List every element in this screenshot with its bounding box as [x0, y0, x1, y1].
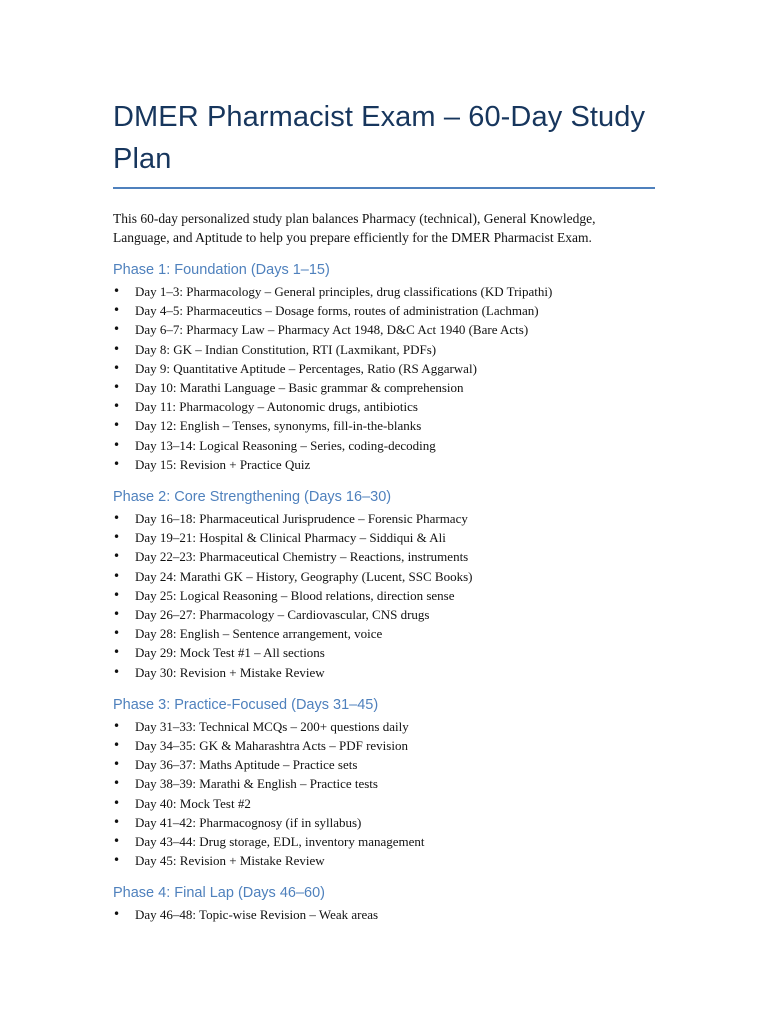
- list-item-text: Day 38–39: Marathi & English – Practice tests: [135, 776, 378, 792]
- list-item-text: Day 9: Quantitative Aptitude – Percentages, Ratio (RS Aggarwal): [135, 360, 477, 376]
- list-item-text: Day 6–7: Pharmacy Law – Pharmacy Act 1948, D&C Act 1940 (Bare Acts): [135, 322, 529, 338]
- bullet-icon: •: [113, 853, 121, 868]
- document-title: DMER Pharmacist Exam – 60-Day Study Plan: [113, 101, 646, 175]
- bullet-icon: •: [113, 549, 121, 564]
- list-item-text: Day 43–44: Drug storage, EDL, inventory management: [135, 834, 425, 850]
- phase-item-list: [113, 509, 655, 682]
- list-item-text: Day 10: Marathi Language – Basic grammar & comprehension: [135, 380, 464, 396]
- list-item-text: Day 22–23: Pharmaceutical Chemistry – Reactions, instruments: [135, 549, 469, 565]
- title-underline-divider: [113, 187, 655, 189]
- list-item: [113, 528, 655, 547]
- list-item-text: Day 34–35: GK & Maharashtra Acts – PDF revision: [135, 738, 408, 754]
- list-item-text: Day 11: Pharmacology – Autonomic drugs, antibiotics: [135, 399, 418, 415]
- list-item-text: Day 36–37: Maths Aptitude – Practice sets: [135, 757, 358, 773]
- phase-item-list: [113, 282, 655, 474]
- bullet-icon: •: [113, 757, 121, 772]
- bullet-icon: •: [113, 341, 121, 356]
- phase-section-1: [113, 261, 655, 474]
- list-item-text: Day 45: Revision + Mistake Review: [135, 853, 325, 869]
- list-item-text: Day 28: English – Sentence arrangement, voice: [135, 626, 383, 642]
- list-item: [113, 397, 655, 416]
- list-item-text: Day 29: Mock Test #1 – All sections: [135, 645, 325, 661]
- phase-section-3: [113, 696, 655, 871]
- list-item-text: Day 19–21: Hospital & Clinical Pharmacy – Siddiqui & Ali: [135, 530, 446, 546]
- bullet-icon: •: [113, 399, 121, 414]
- list-item: [113, 851, 655, 870]
- bullet-icon: •: [113, 776, 121, 791]
- list-item: [113, 774, 655, 793]
- list-item: [113, 282, 655, 301]
- list-item: [113, 320, 655, 339]
- list-item-text: Day 1–3: Pharmacology – General principles, drug classifications (KD Tripathi): [135, 284, 553, 299]
- bullet-icon: •: [113, 380, 121, 395]
- list-item: [113, 736, 655, 755]
- list-item: [113, 378, 655, 397]
- list-item: [113, 813, 655, 832]
- bullet-icon: •: [113, 456, 121, 471]
- list-item: [113, 567, 655, 586]
- list-item: [113, 643, 655, 662]
- phase-section-4: [113, 884, 655, 924]
- list-item: [113, 509, 655, 528]
- list-item: [113, 455, 655, 474]
- phase-heading: Phase 4: Final Lap (Days 46–60): [113, 885, 325, 902]
- list-item-text: Day 30: Revision + Mistake Review: [135, 664, 325, 680]
- list-item-text: Day 15: Revision + Practice Quiz: [135, 456, 311, 472]
- phase-heading: Phase 2: Core Strengthening (Days 16–30): [113, 489, 392, 506]
- list-item-text: Day 31–33: Technical MCQs – 200+ questions daily: [135, 718, 409, 734]
- list-item-text: Day 41–42: Pharmacognosy (if in syllabus): [135, 814, 362, 830]
- bullet-icon: •: [113, 284, 121, 298]
- list-item: [113, 755, 655, 774]
- bullet-icon: •: [113, 418, 121, 433]
- bullet-icon: •: [113, 437, 121, 452]
- phase-heading: Phase 1: Foundation (Days 1–15): [113, 262, 330, 278]
- list-item: [113, 624, 655, 643]
- list-item: [113, 301, 655, 320]
- list-item: [113, 416, 655, 435]
- list-item: [113, 359, 655, 378]
- phases-container: [113, 261, 655, 925]
- bullet-icon: •: [113, 568, 121, 583]
- list-item: [113, 436, 655, 455]
- list-item: [113, 340, 655, 359]
- bullet-icon: •: [113, 587, 121, 602]
- intro-paragraph: This 60-day personalized study plan balances Pharmacy (technical), General Knowledge, Language, and Aptitude to help you prepare efficiently for the DMER Pharmacist Exam.: [113, 211, 596, 245]
- list-item-text: Day 40: Mock Test #2: [135, 795, 251, 811]
- list-item: [113, 832, 655, 851]
- bullet-icon: •: [113, 360, 121, 375]
- bullet-icon: •: [113, 530, 121, 545]
- bullet-icon: •: [113, 834, 121, 849]
- bullet-icon: •: [113, 626, 121, 641]
- document-page: [113, 96, 655, 925]
- list-item-text: Day 46–48: Topic-wise Revision – Weak areas: [135, 907, 379, 923]
- bullet-icon: •: [113, 322, 121, 337]
- list-item-text: Day 24: Marathi GK – History, Geography (Lucent, SSC Books): [135, 568, 473, 584]
- bullet-icon: •: [113, 303, 121, 318]
- list-item: [113, 547, 655, 566]
- list-item-text: Day 4–5: Pharmaceutics – Dosage forms, routes of administration (Lachman): [135, 303, 539, 319]
- bullet-icon: •: [113, 907, 121, 922]
- bullet-icon: •: [113, 718, 121, 733]
- bullet-icon: •: [113, 511, 121, 526]
- list-item-text: Day 26–27: Pharmacology – Cardiovascular, CNS drugs: [135, 607, 430, 623]
- list-item-text: Day 8: GK – Indian Constitution, RTI (Laxmikant, PDFs): [135, 341, 437, 357]
- bullet-icon: •: [113, 607, 121, 622]
- list-item: [113, 717, 655, 736]
- bullet-icon: •: [113, 814, 121, 829]
- list-item-text: Day 13–14: Logical Reasoning – Series, coding-decoding: [135, 437, 436, 453]
- list-item: [113, 794, 655, 813]
- list-item-text: Day 25: Logical Reasoning – Blood relations, direction sense: [135, 587, 455, 603]
- bullet-icon: •: [113, 645, 121, 660]
- list-item: [113, 605, 655, 624]
- phase-item-list: [113, 905, 655, 924]
- list-item-text: Day 12: English – Tenses, synonyms, fill-in-the-blanks: [135, 418, 422, 434]
- phase-item-list: [113, 717, 655, 871]
- bullet-icon: •: [113, 795, 121, 810]
- phase-section-2: [113, 488, 655, 682]
- list-item: [113, 586, 655, 605]
- bullet-icon: •: [113, 738, 121, 753]
- list-item-text: Day 16–18: Pharmaceutical Jurisprudence – Forensic Pharmacy: [135, 511, 468, 527]
- list-item: [113, 663, 655, 682]
- phase-heading: Phase 3: Practice-Focused (Days 31–45): [113, 696, 379, 713]
- bullet-icon: •: [113, 664, 121, 679]
- list-item: [113, 905, 655, 924]
